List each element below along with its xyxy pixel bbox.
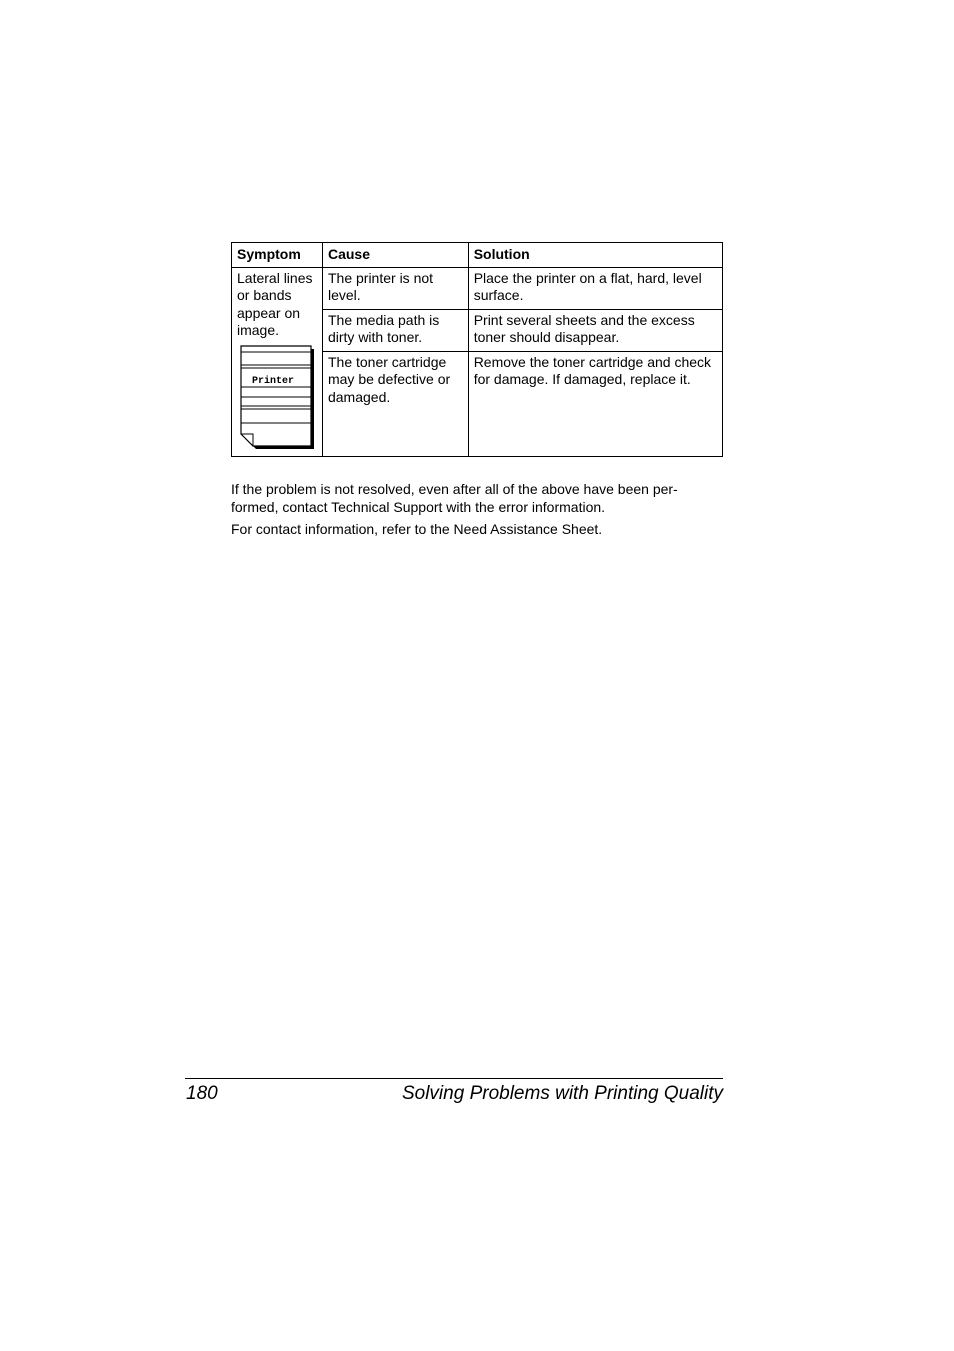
contact-paragraph: For contact information, refer to the Need Assistance Sheet. [231, 521, 603, 537]
cause-cell: The media path is dirty with toner. [322, 309, 468, 351]
header-solution: Solution [468, 243, 722, 268]
header-symptom: Symptom [232, 243, 323, 268]
troubleshooting-table [231, 242, 723, 457]
illustration-label: Printer [252, 375, 295, 387]
cause-cell: The printer is not level. [322, 267, 468, 309]
footer-section-title: Solving Problems with Printing Quality [401, 1083, 723, 1104]
table-row [232, 267, 723, 309]
cause-cell: The toner cartridge may be defective or damaged. [322, 351, 468, 456]
symptom-cell [232, 267, 323, 456]
footer-divider [185, 1078, 723, 1079]
page-number: 180 [186, 1083, 218, 1104]
unresolved-paragraph [231, 481, 723, 516]
solution-cell: Remove the toner cartridge and check for damage. If damaged, replace it. [468, 351, 722, 456]
header-cause: Cause [322, 243, 468, 268]
banded-printout-illustration [240, 345, 315, 449]
table-header-row [232, 243, 723, 268]
symptom-text: Lateral lines or bands appear on image. [237, 269, 313, 338]
solution-cell: Print several sheets and the excess toner should disappear. [468, 309, 722, 351]
unresolved-paragraph-line2: formed, contact Technical Support with the error information. [231, 498, 606, 515]
unresolved-paragraph-line1: If the problem is not resolved, even after all of the above have been per- [231, 481, 678, 497]
solution-cell: Place the printer on a flat, hard, level surface. [468, 267, 722, 309]
